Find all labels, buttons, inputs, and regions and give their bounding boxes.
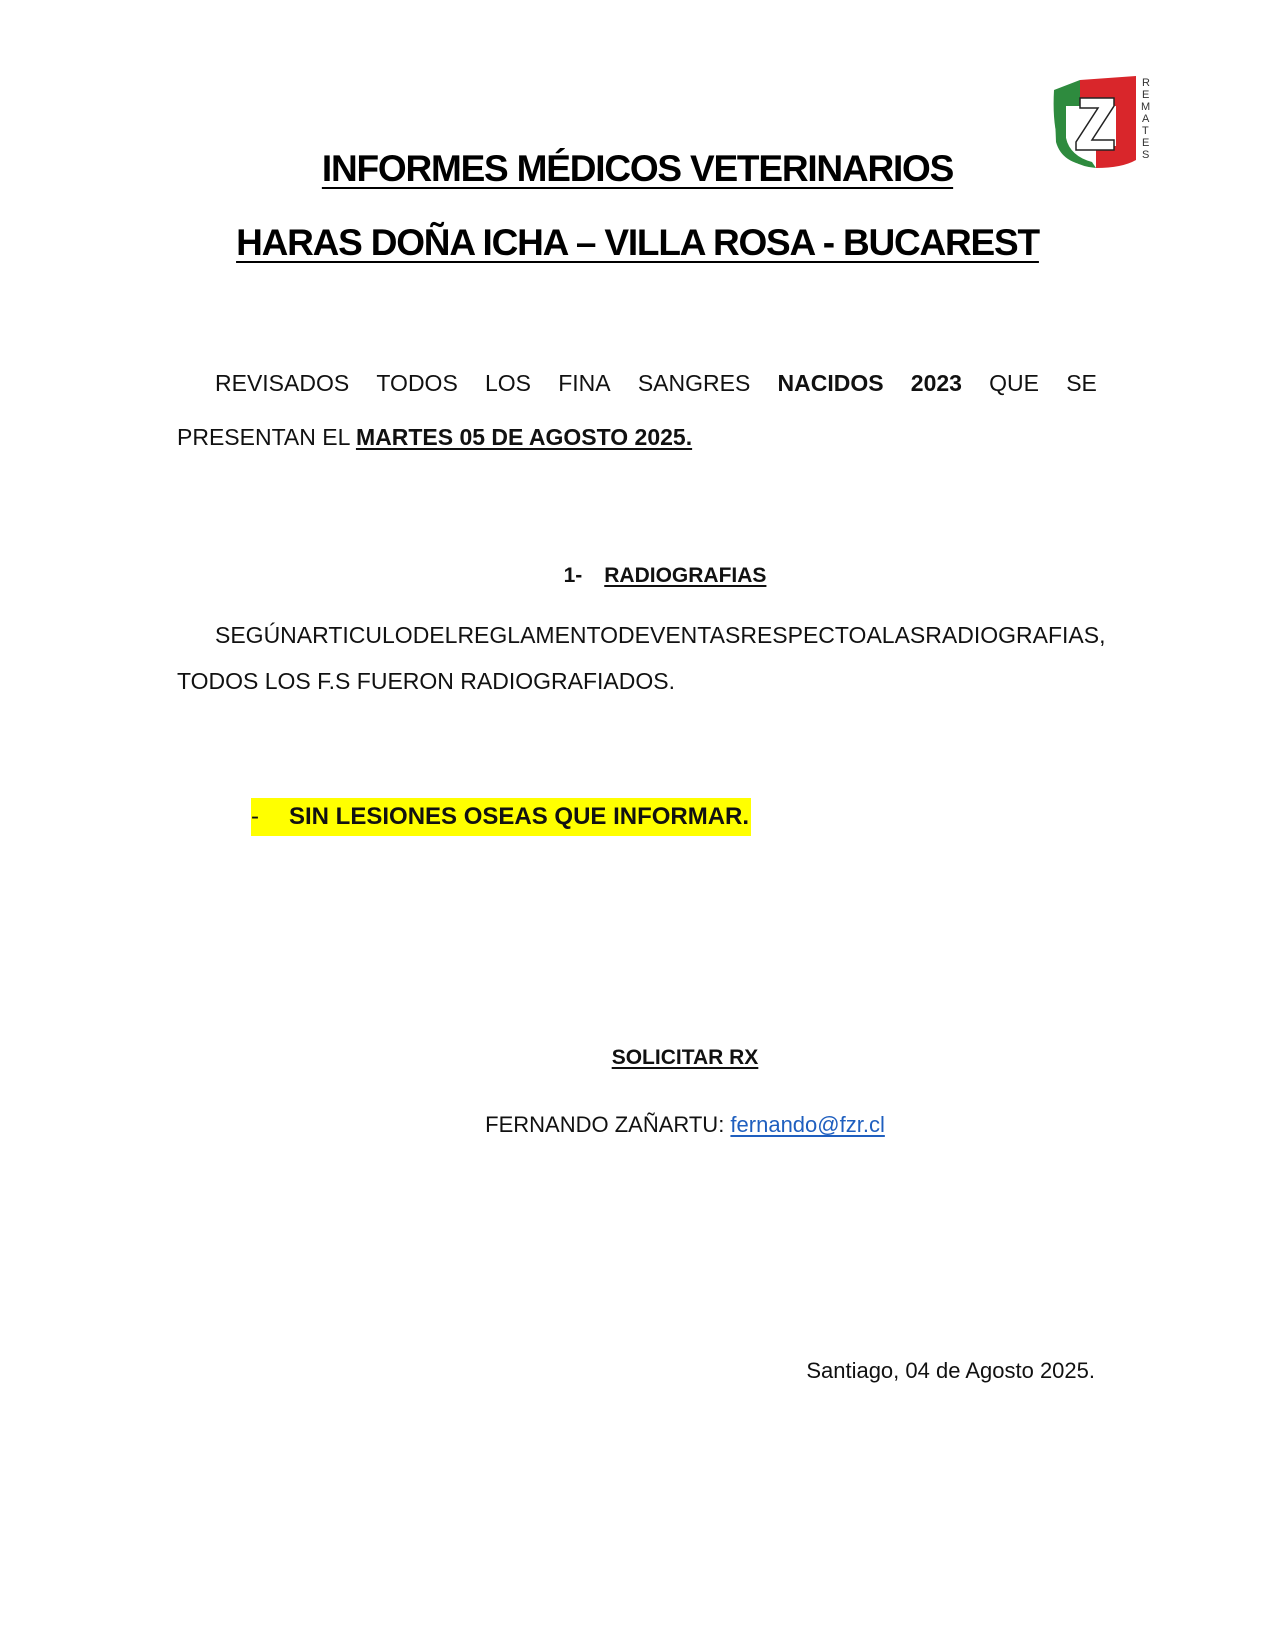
section-title: RADIOGRAFIAS bbox=[604, 564, 767, 587]
intro-paragraph bbox=[177, 356, 1097, 464]
contact-email-link[interactable]: fernando@fzr.cl bbox=[730, 1112, 885, 1137]
rx-word: A bbox=[866, 622, 882, 648]
intro-bold-year: 2023 bbox=[910, 370, 962, 396]
svg-text:R: R bbox=[1142, 77, 1150, 89]
rx-line-2-text: TODOS LOS F.S FUERON RADIOGRAFIADOS. bbox=[177, 668, 675, 694]
page-title: INFORMES MÉDICOS VETERINARIOS bbox=[321, 148, 954, 189]
intro-word: SE bbox=[1066, 370, 1097, 396]
svg-text:E: E bbox=[1142, 89, 1150, 101]
intro-word: SANGRES bbox=[637, 370, 751, 396]
rx-word: SEGÚN bbox=[215, 622, 297, 648]
rx-line-1 bbox=[177, 612, 1106, 658]
contact-line bbox=[0, 1112, 1275, 1138]
page-subtitle: HARAS DOÑA ICHA – VILLA ROSA - BUCAREST bbox=[236, 222, 1039, 263]
svg-text:E: E bbox=[1142, 137, 1150, 149]
radiography-paragraph bbox=[177, 612, 1106, 704]
section-heading bbox=[0, 564, 1275, 588]
intro-word: REVISADOS bbox=[215, 370, 350, 396]
contact-label: FERNANDO ZAÑARTU: bbox=[485, 1112, 731, 1137]
svg-text:A: A bbox=[1142, 113, 1150, 125]
rx-word: DE bbox=[618, 622, 650, 648]
finding-text: SIN LESIONES OSEAS QUE INFORMAR. bbox=[289, 803, 750, 830]
rx-word: DEL bbox=[412, 622, 458, 648]
intro-bold-word: NACIDOS bbox=[777, 370, 884, 396]
intro-word: TODOS bbox=[376, 370, 458, 396]
request-heading-text: SOLICITAR RX bbox=[611, 1046, 759, 1069]
request-heading bbox=[0, 1046, 1275, 1070]
svg-text:S: S bbox=[1142, 149, 1150, 161]
section-number: 1- bbox=[563, 564, 583, 587]
svg-text:M: M bbox=[1141, 101, 1151, 113]
intro-line-1 bbox=[177, 356, 1097, 410]
svg-text:T: T bbox=[1142, 125, 1149, 137]
presentation-date: MARTES 05 DE AGOSTO 2025. bbox=[355, 424, 693, 450]
logo-z-letter bbox=[1076, 98, 1114, 150]
intro-word: QUE bbox=[989, 370, 1039, 396]
intro-word: FINA bbox=[558, 370, 611, 396]
intro-line-2 bbox=[177, 410, 1097, 464]
rx-word: ARTICULO bbox=[296, 622, 413, 648]
rx-line-2 bbox=[177, 658, 1097, 704]
finding-highlight bbox=[251, 798, 751, 836]
intro-word: LOS bbox=[485, 370, 532, 396]
rx-word: RESPECTO bbox=[740, 622, 867, 648]
rx-word: VENTAS bbox=[650, 622, 741, 648]
rx-word: RADIOGRAFIAS, bbox=[925, 622, 1106, 648]
rx-word: LAS bbox=[881, 622, 926, 648]
intro-line-2-prefix: PRESENTAN EL bbox=[177, 424, 356, 450]
rx-word: REGLAMENTO bbox=[457, 622, 619, 648]
finding-bullet: - bbox=[251, 803, 259, 830]
document-date: Santiago, 04 de Agosto 2025. bbox=[806, 1358, 1095, 1383]
